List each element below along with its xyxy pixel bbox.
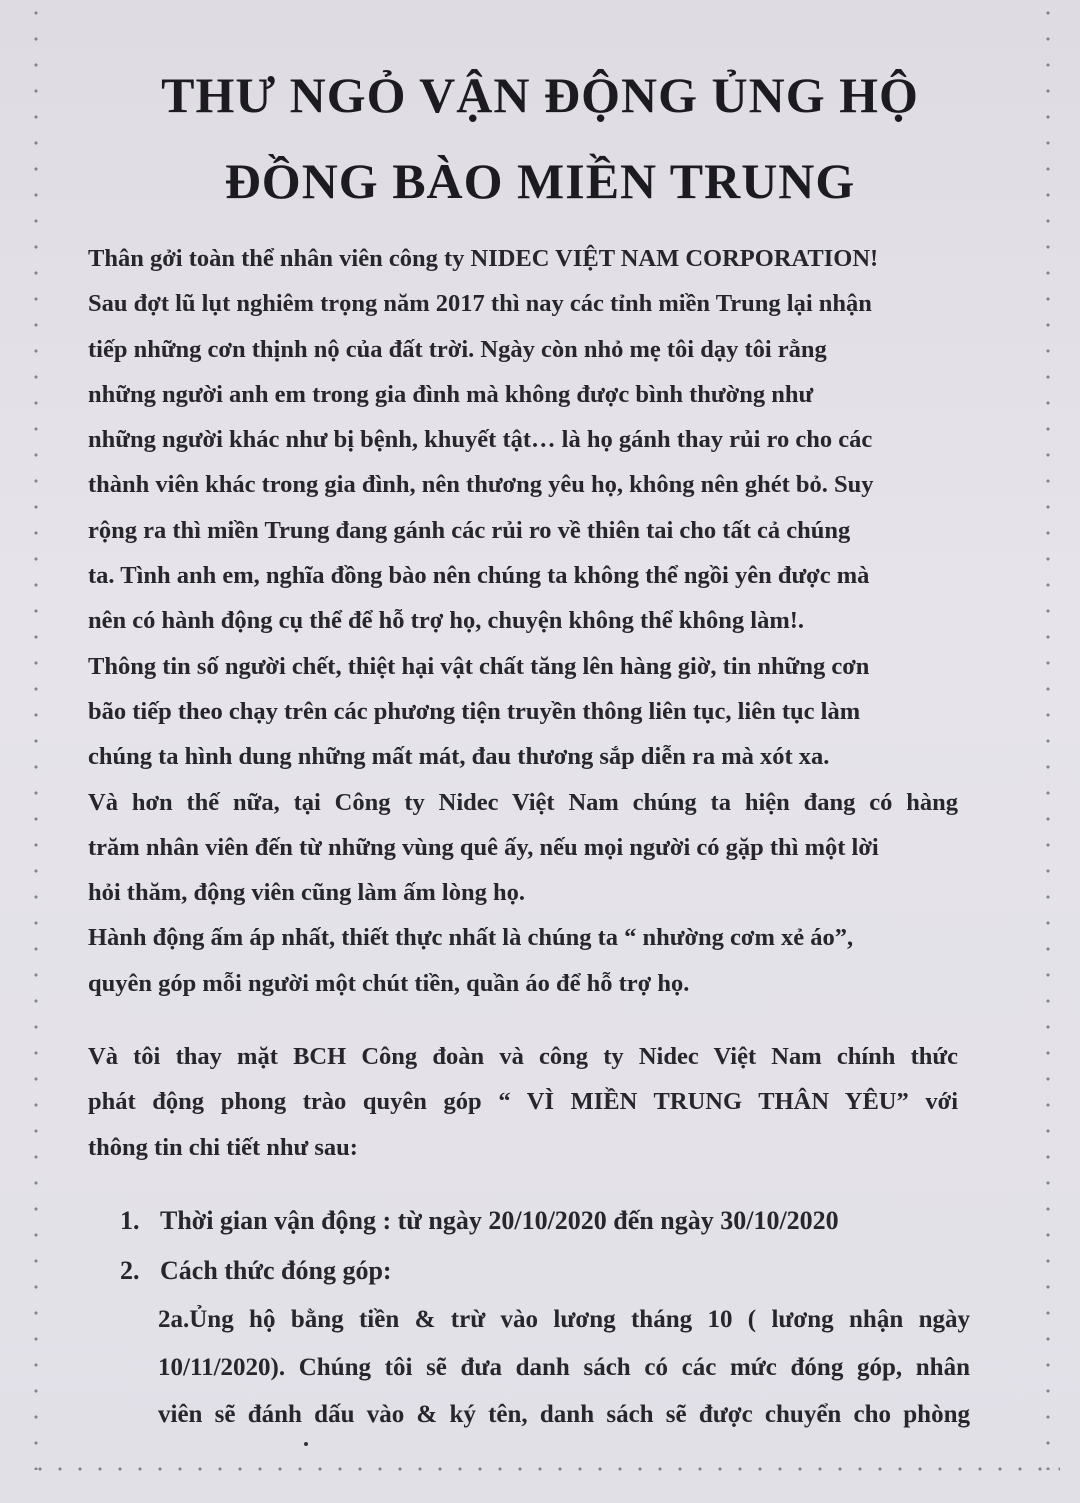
body-line: ta. Tình anh em, nghĩa đồng bào nên chúng ta không thể ngồi yên được mà: [88, 562, 870, 590]
details-list: [120, 1196, 970, 1439]
body-line: những người khác như bị bệnh, khuyết tật… là họ gánh thay rủi ro cho các: [88, 426, 873, 454]
sub-item-line: 2a.Ủng hộ bằng tiền & trừ vào lương tháng 10 ( lương nhận ngày: [158, 1306, 970, 1333]
body-line: những người anh em trong gia đình mà không được bình thường như: [88, 380, 814, 408]
body-line: Và hơn thế nữa, tại Công ty Nidec Việt Nam chúng ta hiện đang có hàng: [88, 788, 958, 816]
body-line: trăm nhân viên đến từ những vùng quê ấy, nếu mọi người có gặp thì một lời: [88, 833, 879, 861]
list-number: 2.: [120, 1256, 140, 1285]
dotted-border-left: [28, 0, 44, 1470]
document-title-line-2: ĐỒNG BÀO MIỀN TRUNG: [224, 153, 856, 209]
document-title-line-1: THƯ NGỎ VẬN ĐỘNG ỦNG HỘ: [161, 67, 919, 123]
body-line: quyên góp mỗi người một chút tiền, quần áo để hỗ trợ họ.: [88, 969, 690, 997]
sub-item-line: 10/11/2020). Chúng tôi sẽ đưa danh sách có các mức đóng góp, nhân: [158, 1353, 970, 1381]
body-line: Thông tin số người chết, thiệt hại vật chất tăng lên hàng giờ, tin những cơn: [88, 652, 870, 680]
list-number: 1.: [120, 1206, 140, 1235]
announcement-line: thông tin chi tiết như sau:: [88, 1133, 358, 1161]
campaign-period: Thời gian vận động : từ ngày 20/10/2020 đến ngày 30/10/2020: [160, 1206, 839, 1235]
dotted-border-bottom: [30, 1462, 1060, 1476]
letter-body: [88, 236, 958, 1170]
body-line: rộng ra thì miền Trung đang gánh các rủi ro về thiên tai cho tất cả chúng: [88, 516, 851, 544]
sub-item-2a: [120, 1296, 970, 1439]
body-line: hỏi thăm, động viên cũng làm ấm lòng họ.: [88, 879, 525, 907]
list-item: [120, 1246, 970, 1296]
dotted-border-right: [1040, 0, 1056, 1470]
ink-speck: [304, 1442, 308, 1446]
body-line: chúng ta hình dung những mất mát, đau thương sắp diễn ra mà xót xa.: [88, 743, 830, 771]
sub-item-line: viên sẽ đánh dấu vào & ký tên, danh sách sẽ được chuyển cho phòng: [158, 1401, 970, 1428]
body-line: thành viên khác trong gia đình, nên thương yêu họ, không nên ghét bỏ. Suy: [88, 471, 874, 499]
body-line: nên có hành động cụ thể để hỗ trợ họ, chuyện không thể không làm!.: [88, 607, 805, 635]
announcement-line: Và tôi thay mặt BCH Công đoàn và công ty Nidec Việt Nam chính thức: [88, 1043, 958, 1071]
list-item: [120, 1196, 970, 1246]
body-line: Hành động ấm áp nhất, thiết thực nhất là chúng ta “ nhường cơm xẻ áo”,: [88, 924, 854, 952]
body-line: Sau đợt lũ lụt nghiêm trọng năm 2017 thì nay các tỉnh miền Trung lại nhận: [88, 290, 872, 318]
body-line: bão tiếp theo chạy trên các phương tiện truyền thông liên tục, liên tục làm: [88, 697, 861, 725]
announcement-line: phát động phong trào quyên góp “ VÌ MIỀN TRUNG THÂN YÊU” với: [88, 1088, 958, 1116]
body-line: tiếp những cơn thịnh nộ của đất trời. Ngày còn nhỏ mẹ tôi dạy tôi rằng: [88, 335, 827, 363]
body-line: Thân gởi toàn thể nhân viên công ty NIDEC VIỆT NAM CORPORATION!: [88, 245, 879, 272]
contribution-method: Cách thức đóng góp:: [160, 1256, 392, 1285]
